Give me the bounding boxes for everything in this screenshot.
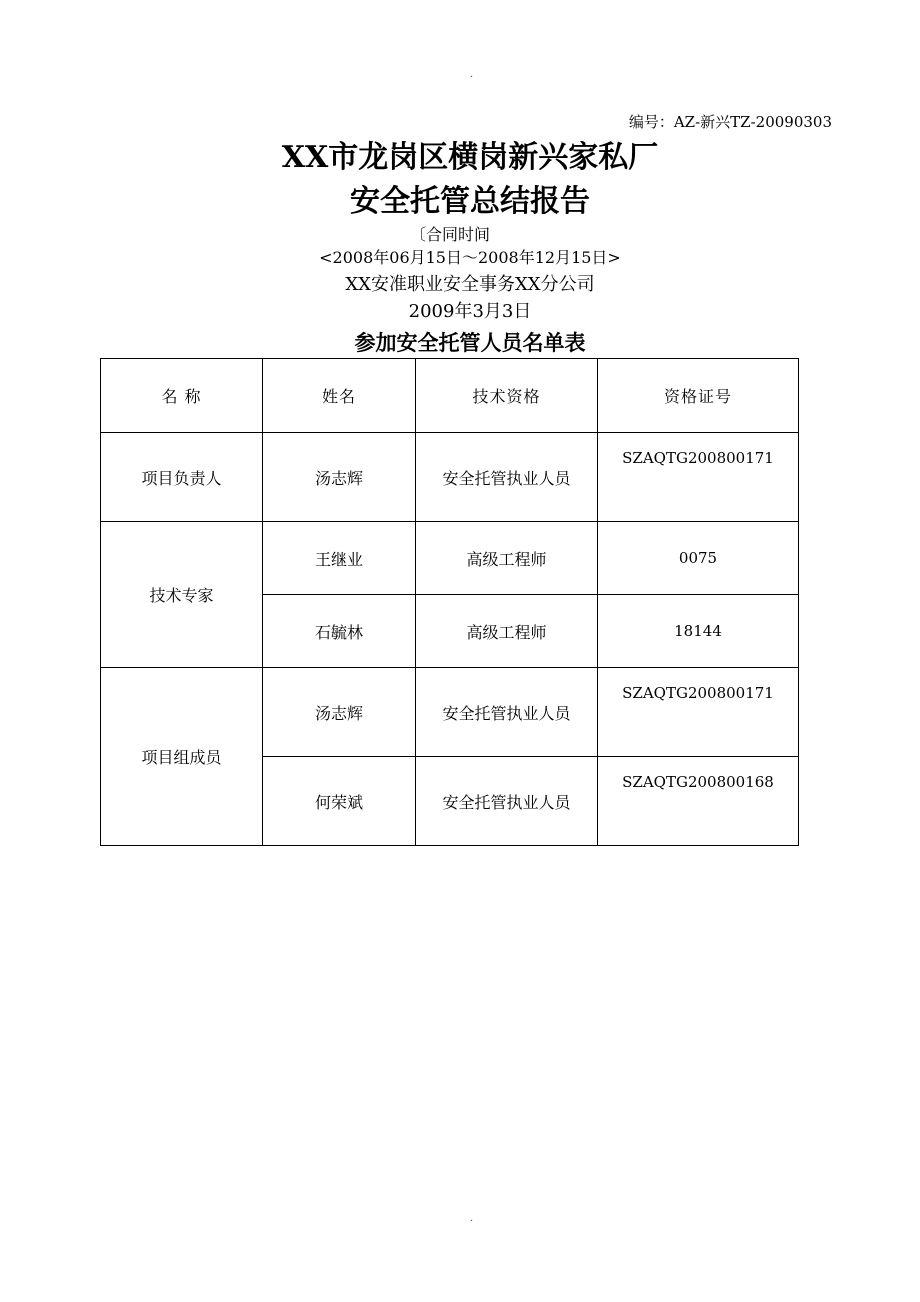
- cert-number-cell: SZAQTG200800171: [598, 433, 799, 522]
- name-cell: 石毓林: [263, 595, 416, 668]
- name-cell: 何荣斌: [263, 757, 416, 846]
- footer-dot: .: [470, 1213, 474, 1224]
- qualification-cell: 安全托管执业人员: [416, 433, 598, 522]
- qualification-cell: 高级工程师: [416, 522, 598, 595]
- name-cell: 汤志辉: [263, 668, 416, 757]
- cert-number-cell: 18144: [598, 595, 799, 668]
- qualification-cell: 安全托管执业人员: [416, 757, 598, 846]
- table-row: [101, 668, 799, 757]
- report-date: 2009年3月3日: [408, 301, 532, 322]
- header-name: 姓名: [263, 359, 416, 433]
- name-cell: 王继业: [263, 522, 416, 595]
- contract-period: <2008年06月15日～2008年12月15日>: [319, 248, 621, 267]
- roster-table-title: 参加安全托管人员名单表: [354, 330, 586, 355]
- contract-period-label: 〔合同时间: [409, 225, 490, 244]
- table-header-row: [101, 359, 799, 433]
- header-cert-number: 资格证号: [598, 359, 799, 433]
- role-cell: 技术专家: [101, 522, 263, 668]
- cert-number-cell: SZAQTG200800171: [598, 668, 799, 757]
- header-qualification: 技术资格: [416, 359, 598, 433]
- header-dot: .: [470, 69, 474, 80]
- cert-number-cell: 0075: [598, 522, 799, 595]
- personnel-roster-table: [100, 358, 799, 846]
- header-role: 名 称: [101, 359, 263, 433]
- qualification-cell: 安全托管执业人员: [416, 668, 598, 757]
- name-cell: 汤志辉: [263, 433, 416, 522]
- table-row: [101, 433, 799, 522]
- qualification-cell: 高级工程师: [416, 595, 598, 668]
- role-cell: 项目负责人: [101, 433, 263, 522]
- document-number: 编号：AZ-新兴TZ-20090303: [628, 113, 832, 131]
- report-title: 安全托管总结报告: [350, 184, 590, 219]
- role-cell: 项目组成员: [101, 668, 263, 846]
- service-company: XX安准职业安全事务XX分公司: [345, 274, 595, 295]
- cert-number-cell: SZAQTG200800168: [598, 757, 799, 846]
- report-title-company: XX市龙岗区横岗新兴家私厂: [281, 140, 659, 175]
- table-row: [101, 522, 799, 595]
